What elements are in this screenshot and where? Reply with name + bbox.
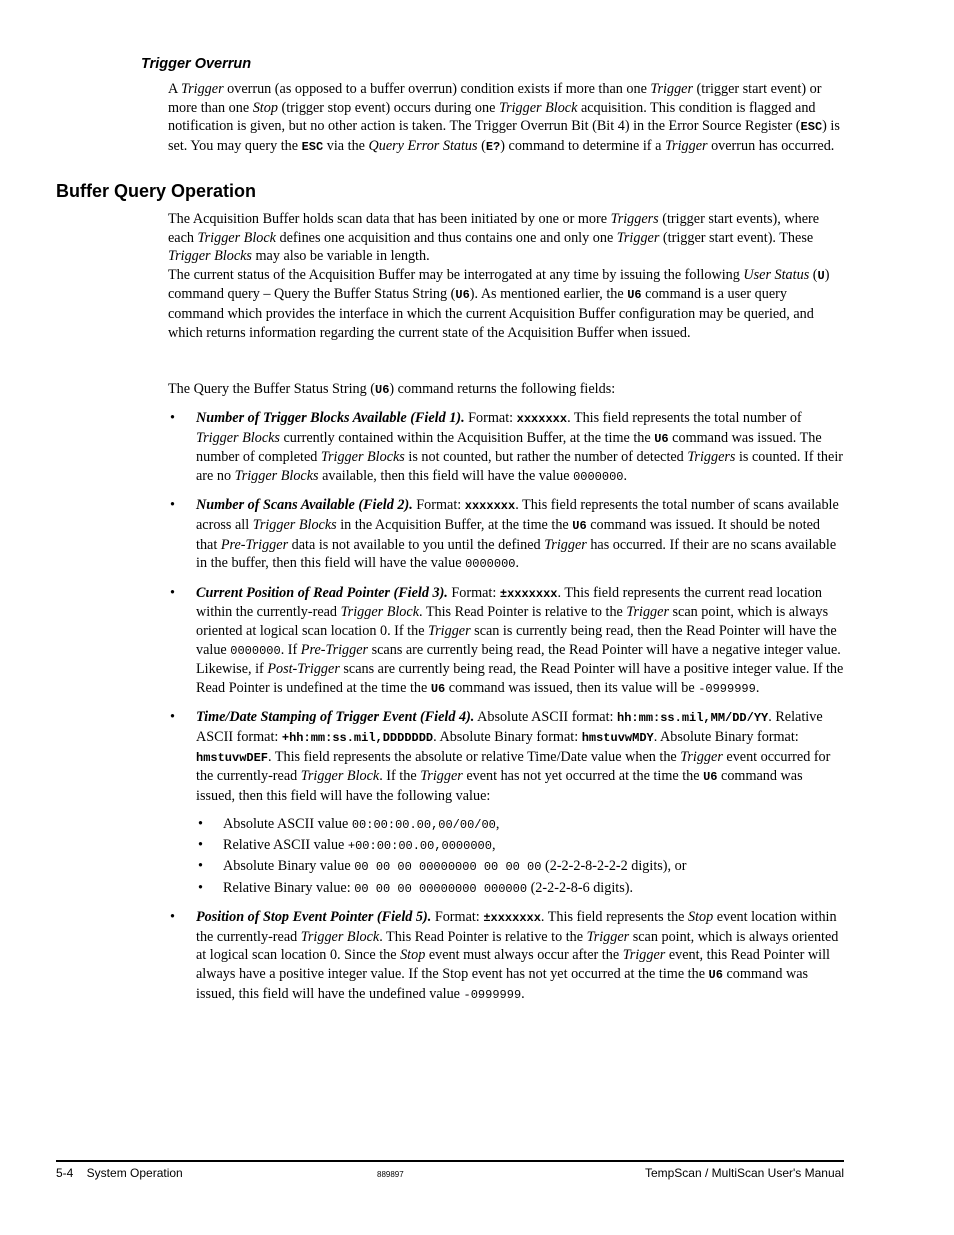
- footer-manual-title: TempScan / MultiScan User's Manual: [644, 1166, 844, 1180]
- list-item-absolute-ascii: • Absolute ASCII value 00:00:00.00,00/00/00,: [196, 815, 844, 835]
- footer-section-label: 5-4 System Operation: [56, 1166, 183, 1180]
- heading-trigger-overrun: Trigger Overrun: [141, 56, 252, 72]
- list-item-relative-ascii: • Relative ASCII value +00:00:00.00,0000000,: [196, 836, 844, 856]
- paragraph-trigger-overrun: A Trigger overrun (as opposed to a buffer overrun) condition exists if more than one Trigger (trigger start event) or more than one Stop (trigger stop event) occurs during one Trigger Block acquisition. This condition is flagged and notification is given, but no other action is taken. The Trigger Overrun Bit (Bit 4) in the Error Source Register (ESC) is set. You may query the ESC via the Query Error Status (E?) command to determine if a Trigger overrun has occurred.: [168, 81, 840, 154]
- list-item-absolute-binary: • Absolute Binary value 00 00 00 00000000 00 00 00 (2-2-2-8-2-2-2 digits), or: [196, 857, 844, 877]
- list-item-field-1: • Number of Trigger Blocks Available (Field 1). Format: xxxxxxx. This field represents the total number of Trigger Blocks currently contained within the Acquisition Buffer, at the time the U6 command was issued. The number of completed Trigger Blocks is not counted, but rather the number of detected Triggers is counted. If their are no Trigger Blocks available, then this field will have the value 0000000.: [168, 409, 844, 486]
- list-item-relative-binary: • Relative Binary value: 00 00 00 00000000 000000 (2-2-2-8-6 digits).: [196, 879, 844, 899]
- list-item-field-3: • Current Position of Read Pointer (Field 3). Format: ±xxxxxxx. This field represents the current read location within the currently-read Trigger Block. This Read Pointer is relative to the Trigger scan point, which is always oriented at logical scan location 0. If the Trigger scan is currently being read, then the Read Pointer will have the value 0000000. If Pre-Trigger scans are currently being read, the Read Pointer will have a negative integer value. Likewise, if Post-Trigger scans are currently being read, the Read Pointer will have a positive integer value. If the Read Pointer is undefined at the time the U6 command was issued, then its value will be -0999999.: [168, 584, 844, 699]
- list-item-field-4: • Time/Date Stamping of Trigger Event (Field 4). Absolute ASCII format: hh:mm:ss.mil,MM/DD/YY. Relative ASCII format: +hh:mm:ss.mil,DDDDDDD. Absolute Binary format: hmstuvwMDY. Absolute Binary format: hmstuvwDEF. This field represents the absolute or relative Time/Date value when the Trigger event occurred for the currently-read Trigger Block. If the Trigger event has not yet occurred at the time the U6 command was issued, then this field will have the following value: • Absolute ASCII value 00:00:00.00,00/00/00, • Relative ASCII value +00:00:00.00,0000000, • Absolute Binary value 00 00 00 00000000 00 00 00 (2-2-2-8-2-2-2 digits), or • Relative Binary value: 00 00 00 00000000 000000 (2-2-2-8-6 digits).: [168, 708, 844, 898]
- list-item-field-5: • Position of Stop Event Pointer (Field 5). Format: ±xxxxxxx. This field represents the Stop event location within the currently-read Trigger Block. This Read Pointer is relative to the Trigger scan point, which is always oriented at logical scan location 0. Since the Stop event must always occur after the Trigger event, this Read Pointer will always have a positive integer value. If the Stop event has not yet occurred at the time the U6 command was issued, this field will have the undefined value -0999999.: [168, 908, 844, 1004]
- default-value-list: [196, 815, 844, 898]
- footer-rule: [56, 1160, 844, 1162]
- list-item-field-2: • Number of Scans Available (Field 2). Format: xxxxxxx. This field represents the total number of scans available across all Trigger Blocks in the Acquisition Buffer, at the time the U6 command was issued. It should be noted that Pre-Trigger data is not available to you until the defined Trigger has occurred. If their are no scans available in the buffer, then this field will have the value 0000000.: [168, 496, 844, 573]
- heading-buffer-query-operation: Buffer Query Operation: [56, 181, 257, 201]
- field-list: [168, 409, 844, 1014]
- paragraph-query-fields-intro: The Query the Buffer Status String (U6) command returns the following fields:: [168, 381, 616, 397]
- paragraph-acquisition-buffer: The Acquisition Buffer holds scan data that has been initiated by one or more Triggers (trigger start events), where each Trigger Block defines one acquisition and thus contains one and only one Trigger (trigger start event). These Trigger Blocks may also be variable in length. The current status of the Acquisition Buffer may be interrogated at any time by issuing the following User Status (U) command query – Query the Buffer Status String (U6). As mentioned earlier, the U6 command is a user query command which provides the interface in which the current Acquisition Buffer configuration may be queried, and which returns information regarding the current state of the Acquisition Buffer when issued.: [168, 211, 830, 341]
- footer-document-number: 889897: [377, 1170, 404, 1179]
